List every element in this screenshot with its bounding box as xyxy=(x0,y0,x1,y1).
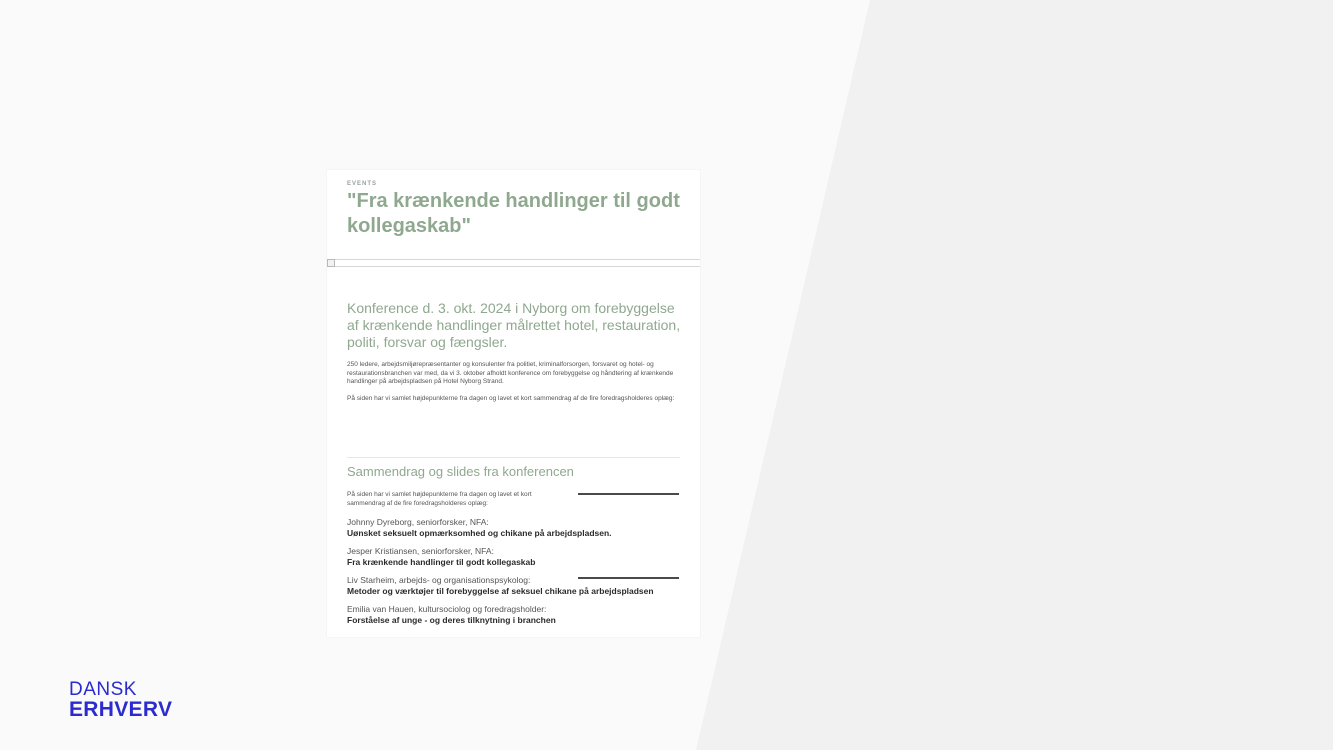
dansk-erhverv-logo xyxy=(69,680,172,720)
broken-image-icon xyxy=(327,259,335,267)
page-title: "Fra krænkende handlinger til godt kollegaskab" xyxy=(347,190,680,237)
speaker-name: Johnny Dyreborg, seniorforsker, NFA: xyxy=(347,517,489,527)
logo-line-1: DANSK xyxy=(69,679,137,700)
talk-title-link[interactable]: Fra krænkende handlinger til godt kollegaskab xyxy=(347,557,536,567)
talk-title-link[interactable]: Metoder og værktøjer til forebyggelse af seksuel chikane på arbejdspladsen xyxy=(347,586,654,596)
list-item[interactable] xyxy=(347,575,687,597)
article-paragraph-1: 250 ledere, arbejdsmiljørepræsentanter og konsulenter fra politiet, kriminalforsorgen, forsvaret og hotel- og restaurationsbranchen var med, da vi 3. oktober afholdt konference om forebyggelse og håndtering af krænkende handlinger på arbejdspladsen på Hotel Nyborg Strand. xyxy=(347,361,674,385)
list-item[interactable] xyxy=(347,604,687,626)
speaker-name: Liv Starheim, arbejds- og organisationspsykolog: xyxy=(347,575,531,585)
list-item[interactable] xyxy=(347,517,687,539)
slide-thumbnail-rule-1 xyxy=(578,493,679,495)
webpage-screenshot-card xyxy=(327,170,700,637)
list-item[interactable] xyxy=(347,546,687,568)
talk-title-link[interactable]: Uønsket seksuelt opmærksomhed og chikane på arbejdspladsen. xyxy=(347,528,612,538)
section-title: Sammendrag og slides fra konferencen xyxy=(347,464,574,479)
hero-image-placeholder xyxy=(327,259,700,267)
speaker-name: Emilia van Hauen, kultursociolog og foredragsholder: xyxy=(347,604,547,614)
section-divider xyxy=(347,457,680,458)
section-intro: På siden har vi samlet højdepunkterne fra dagen og lavet et kort sammendrag af de fire foredragsholderes oplæg: xyxy=(347,491,532,507)
logo-line-2: ERHVERV xyxy=(69,698,173,721)
eyebrow-label: EVENTS xyxy=(347,181,378,187)
article-subheading: Konference d. 3. okt. 2024 i Nyborg om forebyggelse af krænkende handlinger målrettet hotel, restauration, politi, forsvar og fængsler. xyxy=(347,300,681,350)
talk-title-link[interactable]: Forståelse af unge - og deres tilknytning i branchen xyxy=(347,615,556,625)
speaker-name: Jesper Kristiansen, seniorforsker, NFA: xyxy=(347,546,494,556)
article-paragraph-2: På siden har vi samlet højdepunkterne fra dagen og lavet et kort sammendrag af de fire foredragsholderes oplæg: xyxy=(347,395,675,402)
